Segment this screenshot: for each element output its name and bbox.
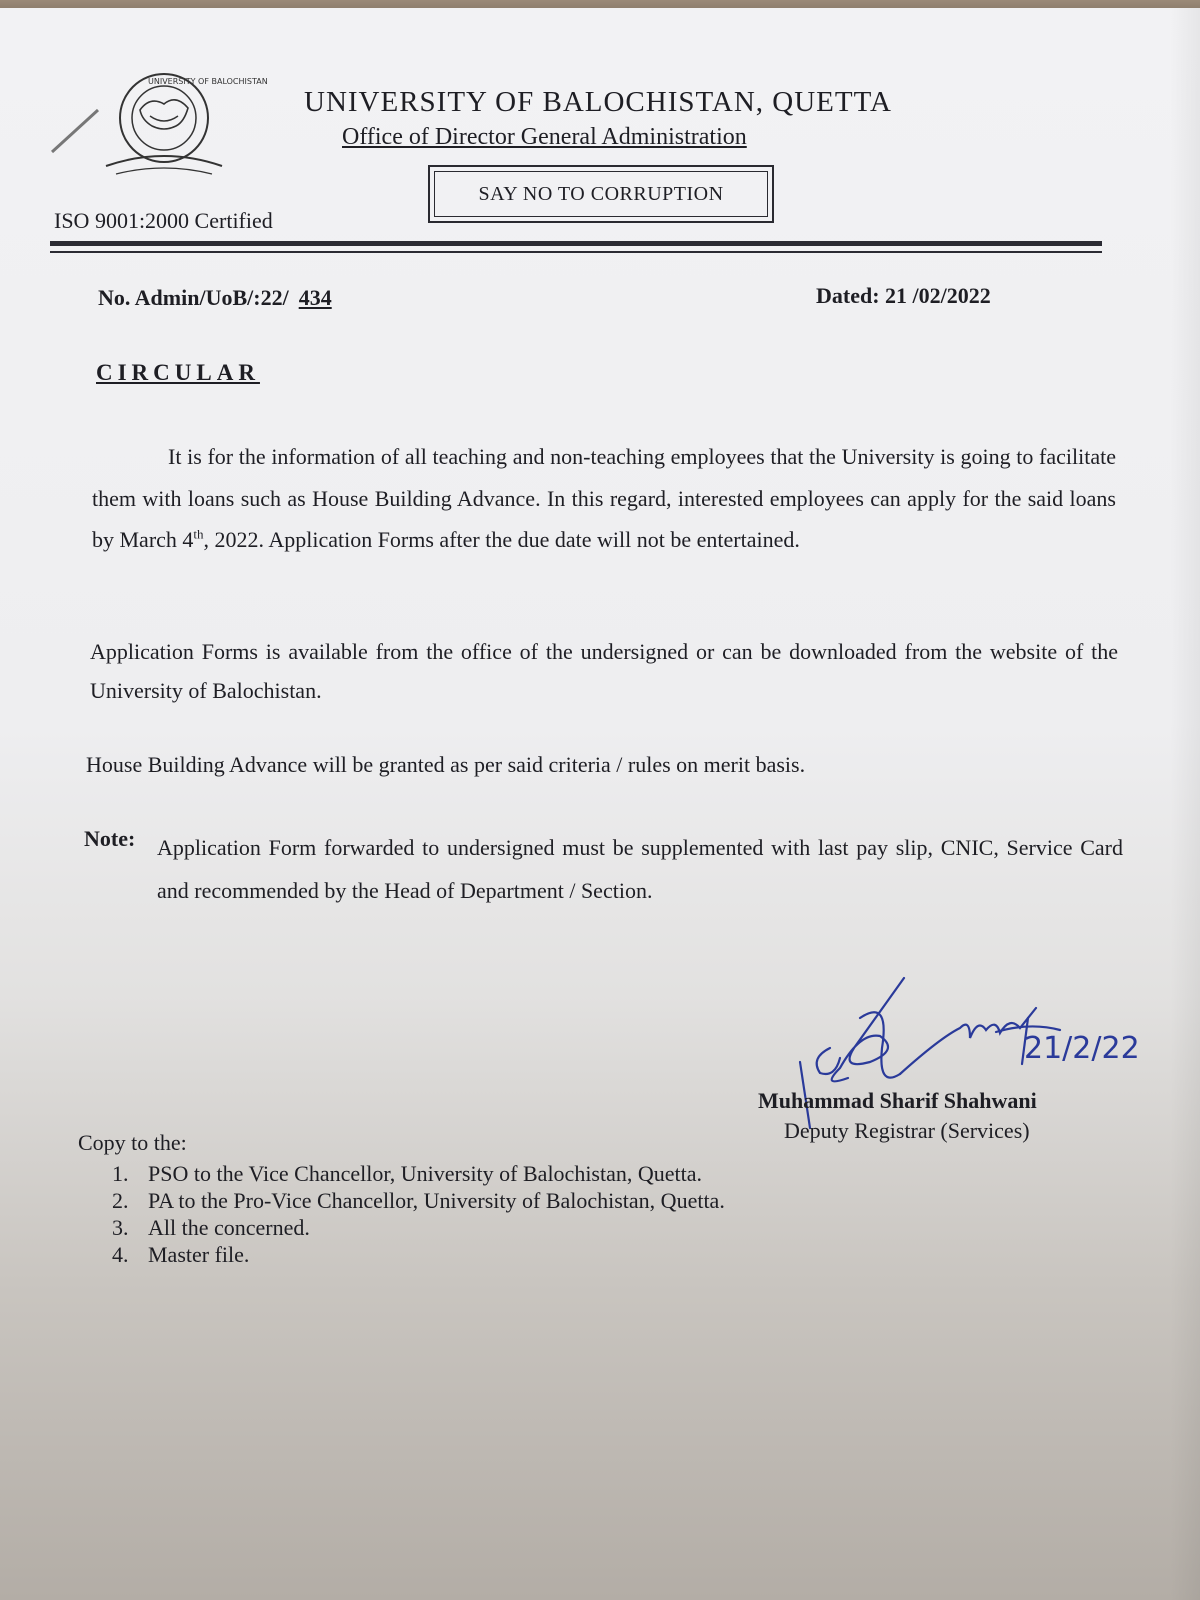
header-rule-thick [50,241,1102,246]
reference-prefix: No. Admin/UoB/:22/ [98,285,289,310]
slogan-box [428,165,774,223]
list-item-number: 2. [112,1188,129,1213]
seal-lettering: UNIVERSITY OF BALOCHISTAN [148,77,268,86]
university-seal-logo [96,70,268,182]
list-item [112,1187,725,1214]
paragraph-forms: Application Forms is available from the office of the undersigned or can be downloaded from the website of the University of Balochistan. [90,639,1118,703]
university-name: UNIVERSITY OF BALOCHISTAN, QUETTA [304,86,892,118]
slogan-text: SAY NO TO CORRUPTION [434,171,768,217]
reference-serial: 434 [298,285,332,310]
paragraph-announcement [92,436,1116,561]
copy-to-list [112,1160,725,1268]
issue-date: Dated: 21 /02/2022 [816,283,991,308]
note-label: Note: [84,826,136,851]
list-item-number: 1. [112,1161,129,1186]
reference-number [98,285,336,311]
signatory-name: Muhammad Sharif Shahwani [758,1088,1037,1113]
list-item-number: 4. [112,1242,129,1267]
note-text: Application Form forwarded to undersigned must be supplemented with last pay slip, CNIC, Service Card and recommended by the Head of Department / Section. [157,835,1123,903]
signatory-title: Deputy Registrar (Services) [784,1118,1030,1143]
ordinal-suffix: th [193,526,204,542]
copy-to-label: Copy to the: [78,1130,187,1155]
handwritten-date: 21/2/22 [1024,1031,1140,1066]
handwritten-signature [800,978,1180,1138]
circular-title: CIRCULAR [96,360,260,385]
list-item-text: All the concerned. [148,1215,310,1240]
header-rule-thin [50,251,1102,253]
list-item-text: Master file. [148,1242,250,1267]
document-page [0,8,1200,1600]
paragraph-announcement-part1: It is for the information of all teaching and non-teaching employees that the University is going to facilitate them with loans such as House Building Advance. In this regard, interested employees can apply for the said loans by March 4 [92,444,1116,552]
paragraph-criteria: House Building Advance will be granted as per said criteria / rules on merit basis. [86,752,806,777]
list-item [112,1160,725,1187]
iso-certification: ISO 9001:2000 Certified [54,208,273,233]
list-item-number: 3. [112,1215,129,1240]
list-item-text: PA to the Pro-Vice Chancellor, University of Balochistan, Quetta. [148,1188,725,1213]
page-edge-shadow [1170,8,1200,1600]
office-name: Office of Director General Administration [342,124,747,150]
list-item-text: PSO to the Vice Chancellor, University of Balochistan, Quetta. [148,1161,703,1186]
pen-mark [44,108,104,158]
list-item [112,1241,725,1268]
paragraph-announcement-part2: , 2022. Application Forms after the due date will not be entertained. [203,527,800,552]
list-item [112,1214,725,1241]
